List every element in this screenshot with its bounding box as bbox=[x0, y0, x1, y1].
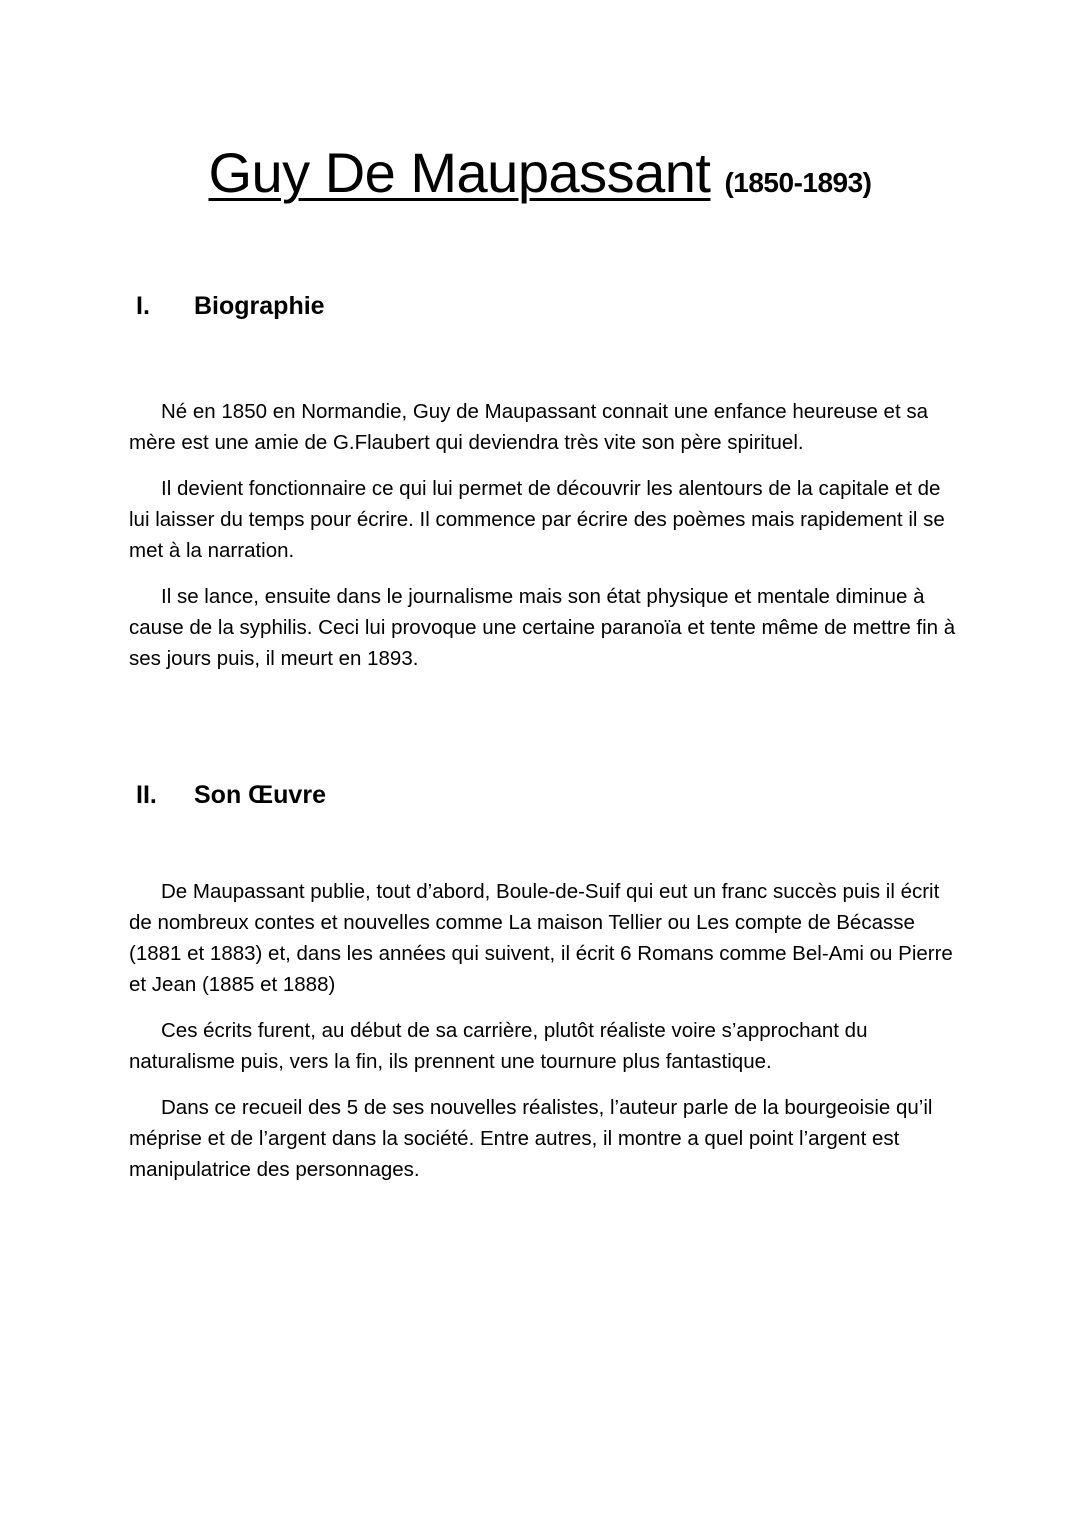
section-title: Biographie bbox=[194, 292, 325, 320]
paragraph: Il devient fonctionnaire ce qui lui permet de découvrir les alentours de la capitale et de lui laisser du temps pour écrire. Il commence par écrire des poèmes mais rapidement il se met à la narration. bbox=[129, 477, 945, 562]
section-heading-oeuvre bbox=[136, 781, 326, 810]
section-oeuvre-body bbox=[129, 876, 959, 1200]
section-number: I. bbox=[136, 292, 150, 320]
section-biographie-body bbox=[129, 396, 959, 689]
page-title: Guy De Maupassant bbox=[208, 141, 711, 204]
paragraph: Dans ce recueil des 5 de ses nouvelles réalistes, l’auteur parle de la bourgeoisie qu’il méprise et de l’argent dans la société. Entre autres, il montre a quel point l’argent est manipulatrice des personnages. bbox=[129, 1096, 933, 1181]
paragraph: Il se lance, ensuite dans le journalisme mais son état physique et mentale diminue à cause de la syphilis. Ceci lui provoque une certaine paranoïa et tente même de mettre fin à ses jours puis, il meurt en 1893. bbox=[129, 585, 956, 670]
paragraph: Ces écrits furent, au début de sa carrière, plutôt réaliste voire s’approchant du naturalisme puis, vers la fin, ils prennent une tournure plus fantastique. bbox=[129, 1019, 868, 1073]
section-heading-biographie bbox=[136, 292, 325, 321]
title-row bbox=[0, 140, 1080, 205]
paragraph: Né en 1850 en Normandie, Guy de Maupassant connait une enfance heureuse et sa mère est une amie de G.Flaubert qui deviendra très vite son père spirituel. bbox=[129, 400, 928, 454]
section-number: II. bbox=[136, 781, 157, 809]
section-title: Son Œuvre bbox=[194, 781, 326, 809]
title-dates: (1850-1893) bbox=[724, 167, 872, 198]
paragraph: De Maupassant publie, tout d’abord, Boule-de-Suif qui eut un franc succès puis il écrit de nombreux contes et nouvelles comme La maison Tellier ou Les compte de Bécasse (1881 et 1883) et, dans les années qui suivent, il écrit 6 Romans comme Bel-Ami ou Pierre et Jean (1885 et 1888) bbox=[129, 880, 953, 996]
